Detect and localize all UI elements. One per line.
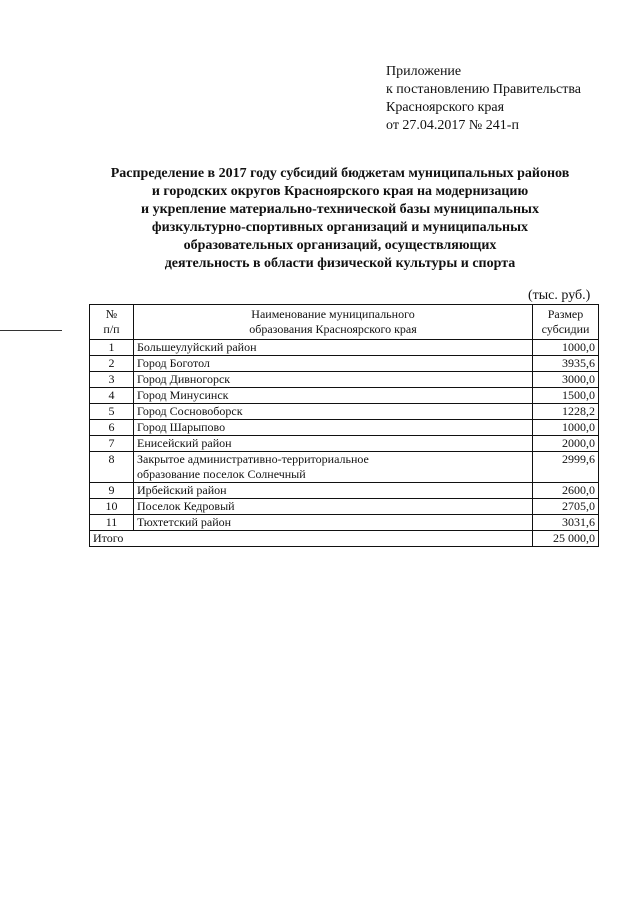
row-amount: 2600,0 bbox=[533, 483, 599, 499]
title-line: физкультурно-спортивных организаций и муниципальных bbox=[151, 220, 529, 235]
appendix-line: от 27.04.2017 № 241-п bbox=[386, 118, 519, 133]
table-row bbox=[90, 483, 599, 499]
table-row bbox=[90, 404, 599, 420]
total-row bbox=[90, 531, 599, 547]
municipality-name: Город Дивногорск bbox=[137, 372, 231, 386]
row-amount: 2705,0 bbox=[533, 499, 599, 515]
row-number: 3 bbox=[90, 372, 134, 388]
row-amount: 2999,6 bbox=[533, 452, 599, 483]
row-municipality bbox=[134, 420, 533, 436]
table-row bbox=[90, 356, 599, 372]
table-row bbox=[90, 452, 599, 483]
table-row bbox=[90, 515, 599, 531]
header-num: № п/п bbox=[90, 305, 134, 340]
row-number: 6 bbox=[90, 420, 134, 436]
municipality-name: Поселок Кедровый bbox=[137, 499, 235, 513]
table-row bbox=[90, 340, 599, 356]
title-line: и укрепление материально-технической базы муниципальных bbox=[141, 202, 539, 217]
row-number: 1 bbox=[90, 340, 134, 356]
document-title bbox=[80, 165, 600, 273]
title-line: образовательных организаций, осуществляющих bbox=[183, 238, 497, 253]
table-body bbox=[90, 340, 599, 531]
row-number: 10 bbox=[90, 499, 134, 515]
row-amount: 3000,0 bbox=[533, 372, 599, 388]
row-municipality bbox=[134, 340, 533, 356]
municipality-name: Тюхтетский район bbox=[137, 515, 232, 529]
appendix-line: к постановлению Правительства bbox=[386, 82, 582, 97]
appendix-block bbox=[386, 63, 581, 135]
municipality-name: Город Минусинск bbox=[137, 388, 229, 402]
row-number: 9 bbox=[90, 483, 134, 499]
margin-mark bbox=[0, 330, 62, 331]
table-row bbox=[90, 499, 599, 515]
table-header-row bbox=[90, 305, 599, 340]
row-number: 8 bbox=[90, 452, 134, 483]
appendix-line: Приложение bbox=[386, 64, 462, 79]
title-line: деятельность в области физической культуры и спорта bbox=[164, 256, 516, 271]
municipality-name-cont: образование поселок Солнечный bbox=[137, 467, 306, 481]
row-municipality bbox=[134, 356, 533, 372]
header-name: Наименование муниципального образования Красноярского края bbox=[134, 305, 533, 340]
row-amount: 1500,0 bbox=[533, 388, 599, 404]
row-municipality bbox=[134, 483, 533, 499]
row-municipality bbox=[134, 388, 533, 404]
row-amount: 1000,0 bbox=[533, 340, 599, 356]
municipality-name: Город Боготол bbox=[137, 356, 210, 370]
row-amount: 3935,6 bbox=[533, 356, 599, 372]
row-municipality bbox=[134, 515, 533, 531]
municipality-name: Город Шарыпово bbox=[137, 420, 226, 434]
table-row bbox=[90, 388, 599, 404]
appendix-line: Красноярского края bbox=[386, 100, 505, 115]
municipality-name: Большеулуйский район bbox=[137, 340, 257, 354]
row-amount: 3031,6 bbox=[533, 515, 599, 531]
subsidy-table bbox=[89, 304, 599, 547]
row-municipality bbox=[134, 436, 533, 452]
row-municipality bbox=[134, 499, 533, 515]
row-municipality bbox=[134, 404, 533, 420]
row-number: 5 bbox=[90, 404, 134, 420]
table-row bbox=[90, 372, 599, 388]
row-number: 2 bbox=[90, 356, 134, 372]
total-label: Итого bbox=[90, 531, 533, 547]
title-line: Распределение в 2017 году субсидий бюджетам муниципальных районов bbox=[110, 166, 570, 181]
units-label: (тыс. руб.) bbox=[528, 288, 591, 303]
total-amount: 25 000,0 bbox=[533, 531, 599, 547]
municipality-name: Закрытое административно-территориальное bbox=[137, 452, 369, 466]
row-municipality bbox=[134, 452, 533, 483]
row-number: 7 bbox=[90, 436, 134, 452]
municipality-name: Енисейский район bbox=[137, 436, 232, 450]
row-amount: 2000,0 bbox=[533, 436, 599, 452]
row-number: 4 bbox=[90, 388, 134, 404]
title-line: и городских округов Красноярского края на модернизацию bbox=[151, 184, 529, 199]
header-amount: Размер субсидии bbox=[533, 305, 599, 340]
municipality-name: Город Сосновоборск bbox=[137, 404, 243, 418]
table-row bbox=[90, 436, 599, 452]
row-amount: 1228,2 bbox=[533, 404, 599, 420]
row-amount: 1000,0 bbox=[533, 420, 599, 436]
row-number: 11 bbox=[90, 515, 134, 531]
row-municipality bbox=[134, 372, 533, 388]
table-row bbox=[90, 420, 599, 436]
municipality-name: Ирбейский район bbox=[137, 483, 227, 497]
